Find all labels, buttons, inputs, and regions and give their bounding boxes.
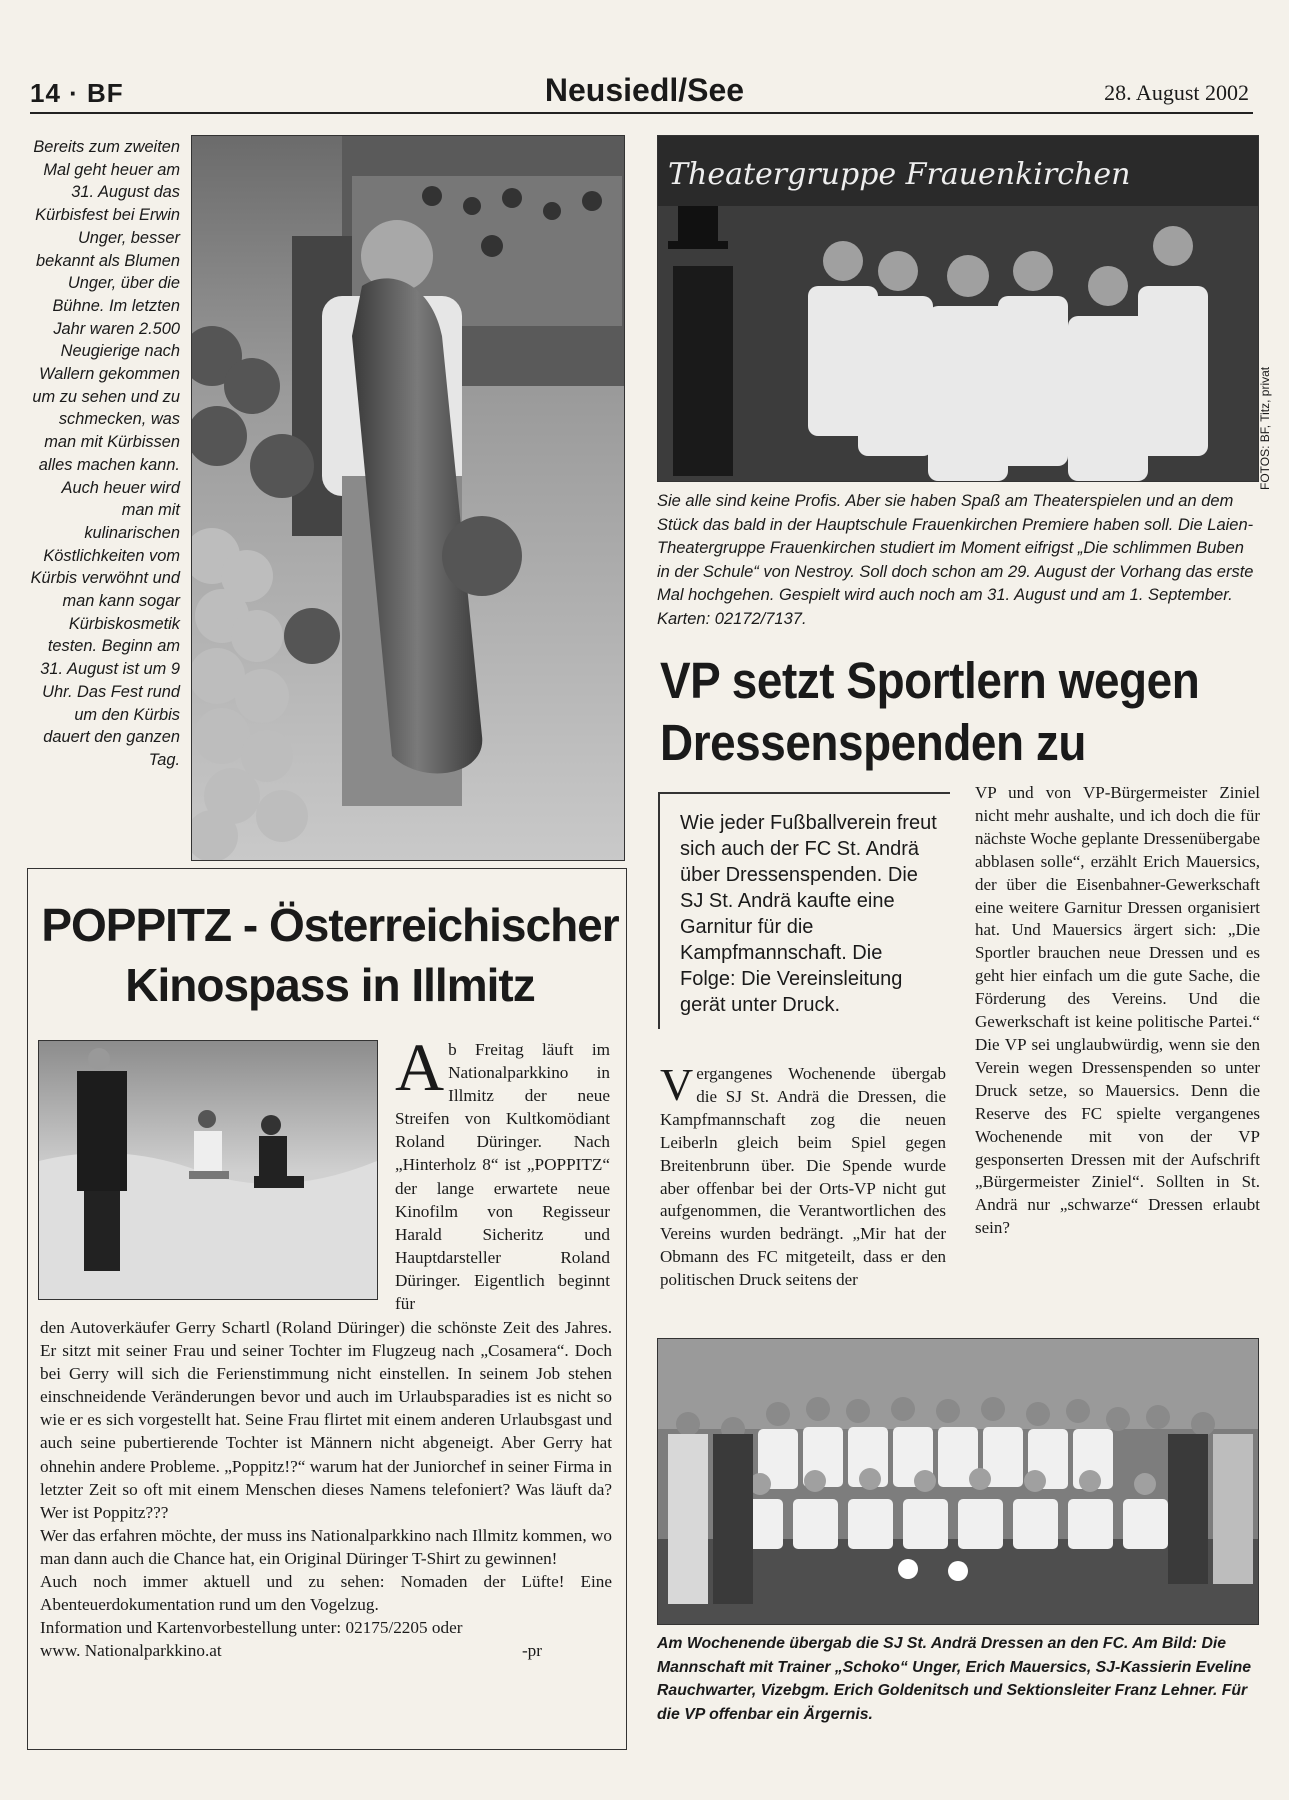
- theater-banner-text: Theatergruppe Frauenkirchen: [668, 157, 1131, 192]
- poppitz-info: Information und Kartenvorbestellung unter: 02175/2205 oder: [40, 1618, 463, 1638]
- page-label: 14 · BF: [30, 78, 124, 108]
- poppitz-film-photo: [38, 1040, 378, 1300]
- poppitz-paragraph-1: den Autoverkäufer Gerry Schartl (Roland Düringer) die schönste Zeit des Jahres. Er sitzt mit seiner Frau und seiner Tochter im Flugzeug nach „Cosamera“. Doch bei Gerry will sich die Ferienstimmung nicht einstellen. In seinem Job stehen einschneidende Veränderungen bevor und auch im Urlaubsparadies ist es nicht so wie er es sich vorgestellt hat. Seine Frau flirtet mit einem anderen Urlaubsgast und auch seine pubertierende Tochter ist Männern nicht abgeneigt. Aber Gerry hat ohnehin andere Probleme. „Poppitz!?“ warum hat der Juniorchef in seiner Firma in letzter Zeit so oft mit einem Menschen dieses Namens telefoniert? Was läuft da? Wer ist Poppitz???: [40, 1318, 612, 1522]
- team-photo: [657, 1338, 1259, 1625]
- poppitz-paragraph-3: Auch noch immer aktuell und zu sehen: Nomaden der Lüfte! Eine Abenteuerdokumentation rund um den Vogelzug.: [40, 1572, 612, 1615]
- section-title: Neusiedl/See: [544, 72, 745, 108]
- team-caption: Am Wochenende übergab die SJ St. Andrä Dressen an den FC. Am Bild: Die Mannschaft mit Trainer „Schoko“ Unger, Erich Mauersics, SJ-Kassierin Eveline Rauchwarter, Vizebgm. Erich Goldenitsch und Sektionsleiter Franz Lehner. Für die VP offenbar ein Ärgernis.: [657, 1635, 1252, 1723]
- header-rule: [30, 112, 1253, 114]
- poppitz-headline: POPPITZ - Österreichischer Kinospass in Illmitz: [41, 899, 619, 1011]
- vp-lead: Wie jeder Fußballverein freut sich auch der FC St. Andrä über Dressenspenden. Die SJ St. Andrä kaufte eine Garnitur für die Kampfmannschaft. Die Folge: Die Vereinsleitung gerät unter Druck.: [680, 812, 937, 1016]
- theater-group-photo: [657, 135, 1259, 482]
- vp-headline: VP setzt Sportlern wegen Dressenspenden zu: [660, 652, 1200, 771]
- photo-credit: FOTOS: BF, Titz, privat: [1258, 366, 1272, 490]
- poppitz-dropcap: A: [395, 1029, 445, 1105]
- vp-column-1: Vergangenes Wochenende übergab die SJ St. Andrä die Dressen, die Kampfmannschaft zog die neuen Leiberln gleich beim Spiel gegen Breitenbrunn über. Die Spende wurde aber offenbar bei der Orts-VP nicht gut aufgenommen, die Verantwortlichen des Vereins wurden bedrängt. „Mir hat der Obmann des FC mitgeteilt, dass er den politischen Druck seitens der: [660, 1059, 946, 1290]
- issue-date: 28. August 2002: [1104, 80, 1249, 105]
- poppitz-website[interactable]: www. Nationalparkkino.at: [40, 1641, 222, 1661]
- poppitz-body: [40, 1316, 612, 1662]
- vp-dropcap: V: [660, 1059, 694, 1110]
- pumpkin-photo: [191, 135, 625, 861]
- poppitz-column: Ab Freitag läuft im Nationalparkkino in Illmitz der neue Streifen von Kultkomödiant Roland Düringer. Nach „Hinterholz 8“ ist „POPPITZ“ der lange erwartete neue Kinofilm von Regisseur Harald Sicheritz und Hauptdarsteller Roland Düringer. Eigentlich beginnt für: [395, 1029, 610, 1314]
- kuerbisfest-intro: Bereits zum zweiten Mal geht heuer am 31. August das Kürbisfest bei Erwin Unger, besser bekannt als Blumen Unger, über die Bühne. Im letzten Jahr waren 2.500 Neugierige nach Wallern gekommen um zu sehen und zu schmecken, was man mit Kürbissen alles machen kann. Auch heuer wird man mit kulinarischen Köstlichkeiten vom Kürbis verwöhnt und man kann sogar Kürbiskosmetik testen. Beginn am 31. August ist um 9 Uhr. Das Fest rund um den Kürbis dauert den ganzen Tag.: [30, 138, 180, 769]
- poppitz-author: -pr: [521, 1641, 542, 1661]
- poppitz-paragraph-2: Wer das erfahren möchte, der muss ins Nationalparkkino nach Illmitz kommen, wo man dann auch die Chance hat, ein Original Düringer T-Shirt zu gewinnen!: [40, 1525, 612, 1568]
- vp-column-2: VP und von VP-Bürgermeister Ziniel nicht mehr aushalte, und ich doch die für nächste Woche geplante Dressenübergabe abblasen solle“, erzählt Erich Mauersics, der über die Eisenbahner-Gewerkschaft eine weitere Garnitur Dressen organisiert hat. Und Mauersics ärgert sich: „Die Sportler brauchen neue Dressen und es geht hier einfach um die gute Sache, die Förderung des Vereins. Und die Gewerkschaft ist keine politische Partei.“ Die VP sei unglaubwürdig, wenn sie den Verein wegen Dressenspenden so unter Druck setze, so Mauersics. Denn die Reserve des FC spielte vergangenes Wochenende mit von der VP gesponserten Dressen mit der Aufschrift „Bürgermeister Ziniel“. Sollten in St. Andrä nur „schwarze“ Dressen erlaubt sein?: [975, 783, 1260, 1238]
- theater-caption: Sie alle sind keine Profis. Aber sie haben Spaß am Theaterspielen und an dem Stück das bald in der Hauptschule Frauenkirchen Premiere haben soll. Die Laien-Theatergruppe Frauenkirchen studiert im Moment eifrigst „Die schlimmen Buben in der Schule“ von Nestroy. Soll doch schon am 29. August der Vorhang das erste Mal hochgehen. Gespielt wird auch noch am 31. August und am 1. September. Karten: 02172/7137.: [657, 492, 1254, 628]
